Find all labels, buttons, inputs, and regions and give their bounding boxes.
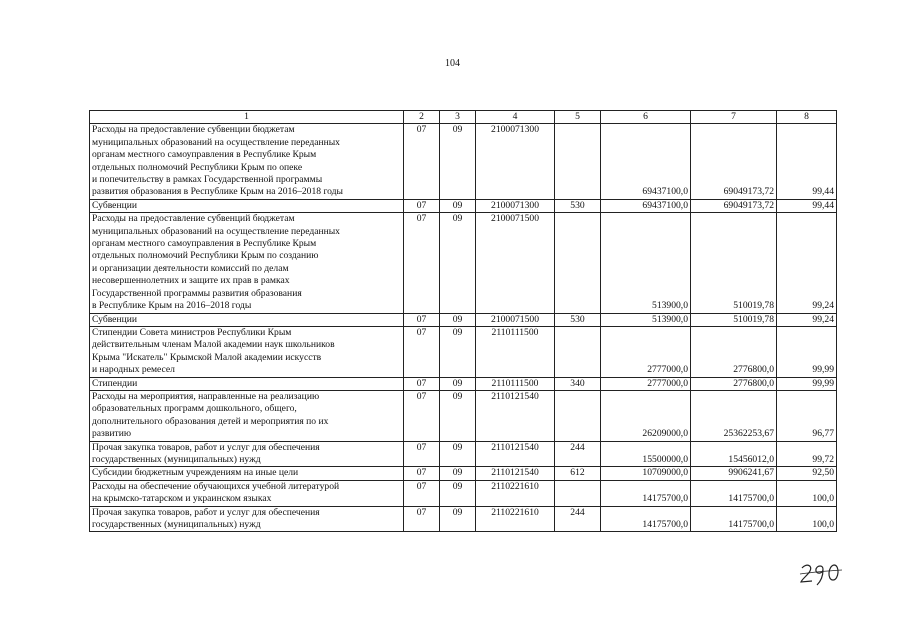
description-line: отдельных полномочий Республики Крым по опеке	[92, 161, 303, 173]
subsection-code: 09	[440, 467, 476, 480]
expense-type-code	[555, 213, 601, 313]
execution-percent: 100,0	[777, 480, 837, 506]
table-row	[90, 390, 837, 441]
description-line: на крымско-татарском и украинском языках	[92, 493, 272, 505]
execution-percent: 92,50	[777, 467, 837, 480]
planned-amount: 15500000,0	[601, 441, 691, 467]
target-article-code: 2100071500	[476, 213, 555, 313]
budget-table	[89, 110, 837, 532]
target-article-code: 2110121540	[476, 441, 555, 467]
planned-amount: 14175700,0	[601, 480, 691, 506]
target-article-code: 2110221610	[476, 506, 555, 532]
executed-amount: 14175700,0	[691, 480, 777, 506]
row-description	[90, 124, 404, 199]
description-line: образовательных программ дошкольного, общего,	[92, 403, 297, 415]
planned-amount: 26209000,0	[601, 390, 691, 441]
target-article-code: 2100071300	[476, 199, 555, 212]
description-line: государственных (муниципальных) нужд	[92, 453, 261, 465]
description-line: развития образования в Республике Крым на 2016–2018 годы	[92, 186, 344, 198]
description-line: государственных (муниципальных) нужд	[92, 519, 261, 530]
row-description	[90, 199, 404, 212]
target-article-code: 2100071300	[476, 124, 555, 199]
expense-type-code	[555, 390, 601, 441]
description-line: и организации деятельности комиссий по делам	[92, 262, 289, 274]
table-row	[90, 467, 837, 480]
subsection-code: 09	[440, 377, 476, 390]
executed-amount: 2776800,0	[691, 377, 777, 390]
planned-amount: 513900,0	[601, 213, 691, 313]
executed-amount: 25362253,67	[691, 390, 777, 441]
header-cell: 5	[555, 111, 601, 124]
target-article-code: 2110111500	[476, 377, 555, 390]
description-line: развитию	[92, 428, 132, 440]
subsection-code: 09	[440, 199, 476, 212]
description-line: Субвенции	[92, 199, 137, 211]
description-line: Крыма "Искатель" Крымской Малой академии искусств	[92, 351, 322, 363]
section-code: 07	[404, 199, 440, 212]
row-description	[90, 480, 404, 506]
section-code: 07	[404, 467, 440, 480]
table-row	[90, 199, 837, 212]
expense-type-code: 612	[555, 467, 601, 480]
execution-percent: 99,24	[777, 313, 837, 326]
executed-amount: 510019,78	[691, 313, 777, 326]
planned-amount: 513900,0	[601, 313, 691, 326]
planned-amount: 69437100,0	[601, 124, 691, 199]
description-line: несовершеннолетних и защите их прав в рамках	[92, 275, 290, 287]
execution-percent: 96,77	[777, 390, 837, 441]
execution-percent: 99,24	[777, 213, 837, 313]
table-row	[90, 441, 837, 467]
expense-type-code: 244	[555, 506, 601, 532]
row-description	[90, 390, 404, 441]
subsection-code: 09	[440, 390, 476, 441]
header-cell: 7	[691, 111, 777, 124]
row-description	[90, 506, 404, 532]
section-code: 07	[404, 390, 440, 441]
executed-amount: 2776800,0	[691, 326, 777, 377]
expense-type-code	[555, 326, 601, 377]
description-line: и народных ремесел	[92, 364, 175, 376]
expense-type-code: 340	[555, 377, 601, 390]
description-line: дополнительного образования детей и мероприятия по их	[92, 415, 329, 427]
description-line: Расходы на мероприятия, направленные на реализацию	[92, 390, 320, 402]
executed-amount: 9906241,67	[691, 467, 777, 480]
expense-type-code: 244	[555, 441, 601, 467]
row-description	[90, 377, 404, 390]
table-row	[90, 124, 837, 199]
description-line: органам местного самоуправления в Республике Крым	[92, 149, 317, 161]
description-line: Субсидии бюджетным учреждениям на иные цели	[92, 467, 299, 479]
header-cell: 4	[476, 111, 555, 124]
executed-amount: 69049173,72	[691, 124, 777, 199]
header-cell: 8	[777, 111, 837, 124]
description-line: Субвенции	[92, 313, 137, 325]
subsection-code: 09	[440, 313, 476, 326]
section-code: 07	[404, 506, 440, 532]
table-row	[90, 506, 837, 532]
executed-amount: 14175700,0	[691, 506, 777, 532]
execution-percent: 99,72	[777, 441, 837, 467]
description-line: отдельных полномочий Республики Крым по созданию	[92, 250, 319, 262]
row-description	[90, 441, 404, 467]
description-line: действительным членам Малой академии наук школьников	[92, 339, 335, 351]
description-line: Государственной программы развития образования	[92, 287, 302, 299]
executed-amount: 510019,78	[691, 213, 777, 313]
description-line: Расходы на обеспечение обучающихся учебной литературой	[92, 480, 340, 492]
planned-amount: 2777000,0	[601, 377, 691, 390]
table-row	[90, 313, 837, 326]
handwritten-page-stamp	[796, 560, 846, 588]
section-code: 07	[404, 441, 440, 467]
row-description	[90, 313, 404, 326]
section-code: 07	[404, 313, 440, 326]
execution-percent: 99,99	[777, 377, 837, 390]
section-code: 07	[404, 377, 440, 390]
description-line: Стипендии Совета министров Республики Крым	[92, 326, 292, 338]
section-code: 07	[404, 480, 440, 506]
execution-percent: 99,44	[777, 124, 837, 199]
table-row	[90, 377, 837, 390]
subsection-code: 09	[440, 480, 476, 506]
subsection-code: 09	[440, 213, 476, 313]
table-row	[90, 480, 837, 506]
header-cell: 3	[440, 111, 476, 124]
expense-type-code: 530	[555, 313, 601, 326]
planned-amount: 2777000,0	[601, 326, 691, 377]
table-header-row	[90, 111, 837, 124]
executed-amount: 15456012,0	[691, 441, 777, 467]
header-cell: 1	[90, 111, 404, 124]
description-line: в Республике Крым на 2016–2018 годы	[92, 300, 252, 312]
description-line: Расходы на предоставление субвенций бюджетам	[92, 213, 295, 225]
subsection-code: 09	[440, 124, 476, 199]
description-line: Стипендии	[92, 377, 138, 389]
subsection-code: 09	[440, 506, 476, 532]
target-article-code: 2110121540	[476, 390, 555, 441]
description-line: органам местного самоуправления в Республике Крым	[92, 238, 317, 250]
subsection-code: 09	[440, 326, 476, 377]
row-description	[90, 213, 404, 313]
description-line: Прочая закупка товаров, работ и услуг для обеспечения	[92, 441, 320, 453]
planned-amount: 69437100,0	[601, 199, 691, 212]
header-cell: 2	[404, 111, 440, 124]
description-line: муниципальных образований на осуществление переданных	[92, 136, 340, 148]
executed-amount: 69049173,72	[691, 199, 777, 212]
expense-type-code	[555, 480, 601, 506]
target-article-code: 2110111500	[476, 326, 555, 377]
target-article-code: 2100071500	[476, 313, 555, 326]
description-line: Расходы на предоставление субвенции бюджетам	[92, 124, 295, 136]
row-description	[90, 326, 404, 377]
target-article-code: 2110221610	[476, 480, 555, 506]
execution-percent: 99,99	[777, 326, 837, 377]
expense-type-code: 530	[555, 199, 601, 212]
target-article-code: 2110121540	[476, 467, 555, 480]
expense-type-code	[555, 124, 601, 199]
description-line: и попечительству в рамках Государственной программы	[92, 174, 323, 186]
section-code: 07	[404, 213, 440, 313]
planned-amount: 14175700,0	[601, 506, 691, 532]
description-line: Прочая закупка товаров, работ и услуг для обеспечения	[92, 506, 320, 518]
description-line: муниципальных образований на осуществление переданных	[92, 225, 340, 237]
page-number: 104	[445, 58, 460, 69]
section-code: 07	[404, 326, 440, 377]
execution-percent: 100,0	[777, 506, 837, 532]
table-row	[90, 326, 837, 377]
planned-amount: 10709000,0	[601, 467, 691, 480]
table-row	[90, 213, 837, 313]
execution-percent: 99,44	[777, 199, 837, 212]
row-description	[90, 467, 404, 480]
section-code: 07	[404, 124, 440, 199]
subsection-code: 09	[440, 441, 476, 467]
header-cell: 6	[601, 111, 691, 124]
